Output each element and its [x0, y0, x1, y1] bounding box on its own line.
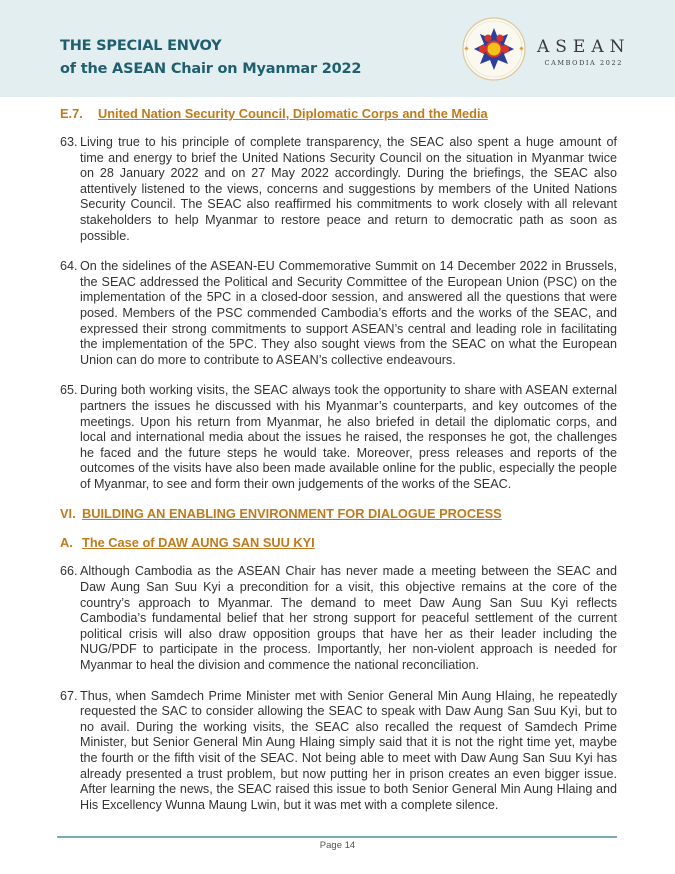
paragraph-66 — [60, 564, 617, 673]
section-number: A. — [60, 535, 73, 551]
paragraph-64 — [60, 259, 617, 368]
section-number: VI. — [60, 506, 76, 522]
title-line-2: of the ASEAN Chair on Myanmar 2022 — [60, 61, 362, 77]
paragraph-number: 66. — [60, 564, 78, 579]
paragraph-text: During both working visits, the SEAC always took the opportunity to share with ASEAN external partners the issues he discussed with his Myanmar’s counterparts, and key outcomes of the meetings. Upon his return from Myanmar, he also briefed in detail the diplomatic corps, and local and international media about the issues he raised, the responses he got, the challenges he faced and the future steps he would take. Moreover, press releases and reports of the outcomes of the visits have also been made available online for the public, especially the people of Myanmar, to see and form their own judgements of the works of the SEAC. — [80, 383, 617, 491]
section-title: BUILDING AN ENABLING ENVIRONMENT FOR DIALOGUE PROCESS — [82, 506, 502, 522]
section-title: United Nation Security Council, Diplomatic Corps and the Media — [98, 106, 488, 121]
asean-emblem-icon — [461, 16, 527, 82]
paragraph-text: Living true to his principle of complete transparency, the SEAC also spent a huge amount of time and energy to brief the United Nations Security Council on the situation in Myanmar twice on 28 January 2022 and on 27 May 2022 accordingly. During the briefings, the SEAC also attentively listened to the views, concerns and suggestions by members of the United Nations Security Council. The SEAC also reaffirmed his commitments to work closely with all relevant stakeholders to help Myanmar to restore peace and return to democratic path as soon as possible. — [80, 135, 617, 243]
asean-logo-text — [537, 37, 630, 68]
paragraph-number: 67. — [60, 688, 78, 703]
paragraph-number: 65. — [60, 383, 78, 398]
paragraph-text: Although Cambodia as the ASEAN Chair has never made a meeting between the SEAC and Daw Aung San Suu Kyi a precondition for a visit, this objective remains at the core of the country’s approach to Myanmar. The demand to meet Daw Aung San Suu Kyi reflects Cambodia’s fundamental belief that her strong support for peaceful settlement of the current political crisis will also draw opposition groups that have her as their leader including the NUG/PDF to participate in the process. Importantly, her non-violent approach is needed for Myanmar to heal the division and commence the national reconciliation. — [80, 564, 617, 673]
paragraph-65 — [60, 383, 617, 492]
section-title: The Case of DAW AUNG SAN SUU KYI — [82, 535, 315, 551]
title-line-1: THE SPECIAL ENVOY — [60, 38, 222, 54]
paragraph-67 — [60, 689, 617, 814]
section-number: E.7. — [60, 106, 83, 121]
section-heading-e7 — [60, 106, 617, 121]
document-body — [60, 100, 617, 813]
logo-asean-label: ASEAN — [537, 37, 631, 57]
paragraph-text: On the sidelines of the ASEAN-EU Commemorative Summit on 14 December 2022 in Brussels, the SEAC addressed the Political and Security Committee of the European Union (PSC) on the implementation of the 5PC in a closed-door session, and answered all the questions that were posed. Members of the PSC commended Cambodia’s efforts and the works of the SEAC, and expressed their strong commitments to support ASEAN’s central and leading role in facilitating the implementation of the 5PC. They also sought views from the SEAC on what the European Union can do more to contribute to ASEAN’s collective endeavours. — [80, 259, 617, 367]
paragraph-number: 63. — [60, 135, 78, 149]
section-heading-vi — [60, 506, 617, 521]
document-title — [60, 35, 361, 81]
paragraph-number: 64. — [60, 259, 78, 274]
header-banner — [0, 0, 675, 97]
section-heading-a — [60, 535, 617, 550]
page-number: Page 14 — [319, 840, 356, 851]
paragraph-text: Thus, when Samdech Prime Minister met with Senior General Min Aung Hlaing, he repeatedly requested the SAC to consider allowing the SEAC to speak with Daw Aung San Suu Kyi, but to no avail. During the working visits, the SEAC also recalled the request of Samdech Prime Minister, but Senior General Min Aung Hlaing simply said that it is not the right time yet, maybe the fourth or the fifth visit of the SEAC. Not being able to meet with Daw Aung San Suu Kyi has already presented a trust problem, but now putting her in prison creates an even bigger issue. After learning the news, the SEAC raised this issue to both Senior General Min Aung Hlaing and His Excellency Wunna Maung Lwin, but it was met with a complete silence. — [80, 688, 617, 812]
logo-cambodia-label: CAMBODIA 2022 — [544, 59, 623, 67]
footer-divider — [57, 836, 617, 838]
paragraph-63 — [60, 135, 617, 244]
